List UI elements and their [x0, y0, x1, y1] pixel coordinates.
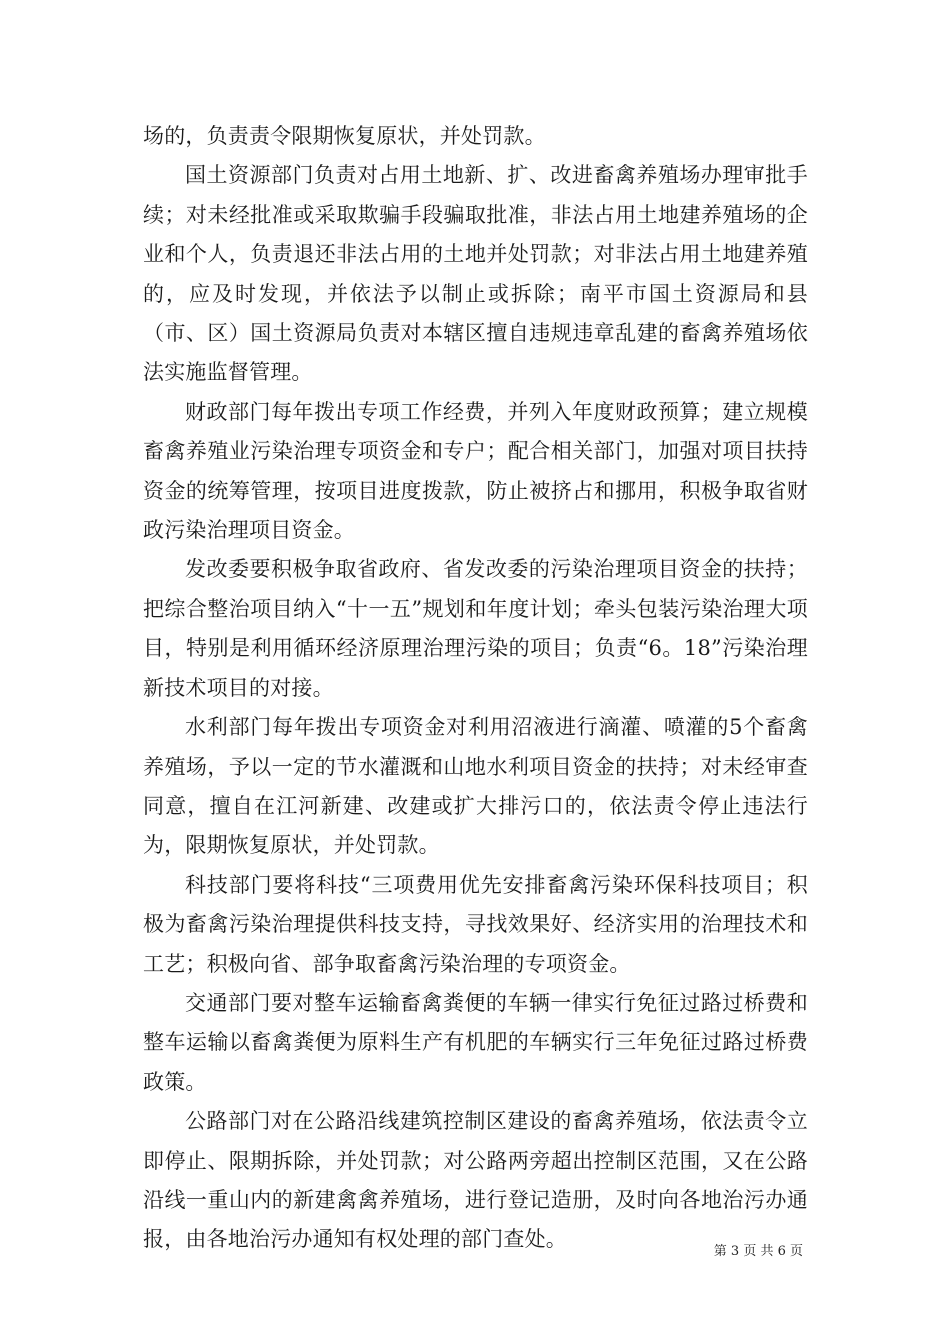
paragraph-water-resources: 水利部门每年拨出专项资金对利用沼液进行滴灌、喷灌的5个畜禽养殖场，予以一定的节水灌溉和山地水利项目资金的扶持；对未经审查同意，擅自在江河新建、改建或扩大排污口的，依法责令停止违法行为，限期恢复原状，并处罚款。 [143, 715, 808, 858]
paragraph-continuation: 场的，负责责令限期恢复原状，并处罚款。 [143, 124, 546, 148]
page-number: 第 3 页 共 6 页 [713, 1244, 803, 1259]
paragraph-highway: 公路部门对在公路沿线建筑控制区建设的畜禽养殖场，依法责令立即停止、限期拆除，并处罚款；对公路两旁超出控制区范围，又在公路沿线一重山内的新建禽禽养殖场，进行登记造册，及时向各地治污办通报，由各地治污办通知有权处理的部门查处。 [143, 1109, 808, 1252]
paragraph-transportation: 交通部门要对整车运输畜禽粪便的车辆一律实行免征过路过桥费和整车运输以畜禽粪便为原料生产有机肥的车辆实行三年免征过路过桥费政策。 [143, 990, 808, 1094]
paragraph-development-reform: 发改委要积极争取省政府、省发改委的污染治理项目资金的扶持；把综合整治项目纳入“十一五”规划和年度计划；牵头包装污染治理大项目，特别是利用循环经济原理治理污染的项目；负责“6。18”污染治理新技术项目的对接。 [143, 557, 808, 700]
document-body [143, 117, 808, 1260]
paragraph-finance: 财政部门每年拨出专项工作经费，并列入年度财政预算；建立规模畜禽养殖业污染治理专项资金和专户；配合相关部门，加强对项目扶持资金的统筹管理，按项目进度拨款，防止被挤占和挪用，积极争取省财政污染治理项目资金。 [143, 399, 808, 543]
paragraph-science-technology: 科技部门要将科技“三项费用优先安排畜禽污染环保科技项目；积极为畜禽污染治理提供科技支持，寻找效果好、经济实用的治理技术和工艺；积极向省、部争取畜禽污染治理的专项资金。 [143, 872, 808, 976]
paragraph-land-resources: 国土资源部门负责对占用土地新、扩、改进畜禽养殖场办理审批手续；对未经批准或采取欺骗手段骗取批准，非法占用土地建养殖场的企业和个人，负责退还非法占用的土地并处罚款；对非法占用土地建养殖的，应及时发现，并依法予以制止或拆除；南平市国土资源局和县（市、区）国土资源局负责对本辖区擅自违规违章乱建的畜禽养殖场依法实施监督管理。 [143, 163, 808, 385]
